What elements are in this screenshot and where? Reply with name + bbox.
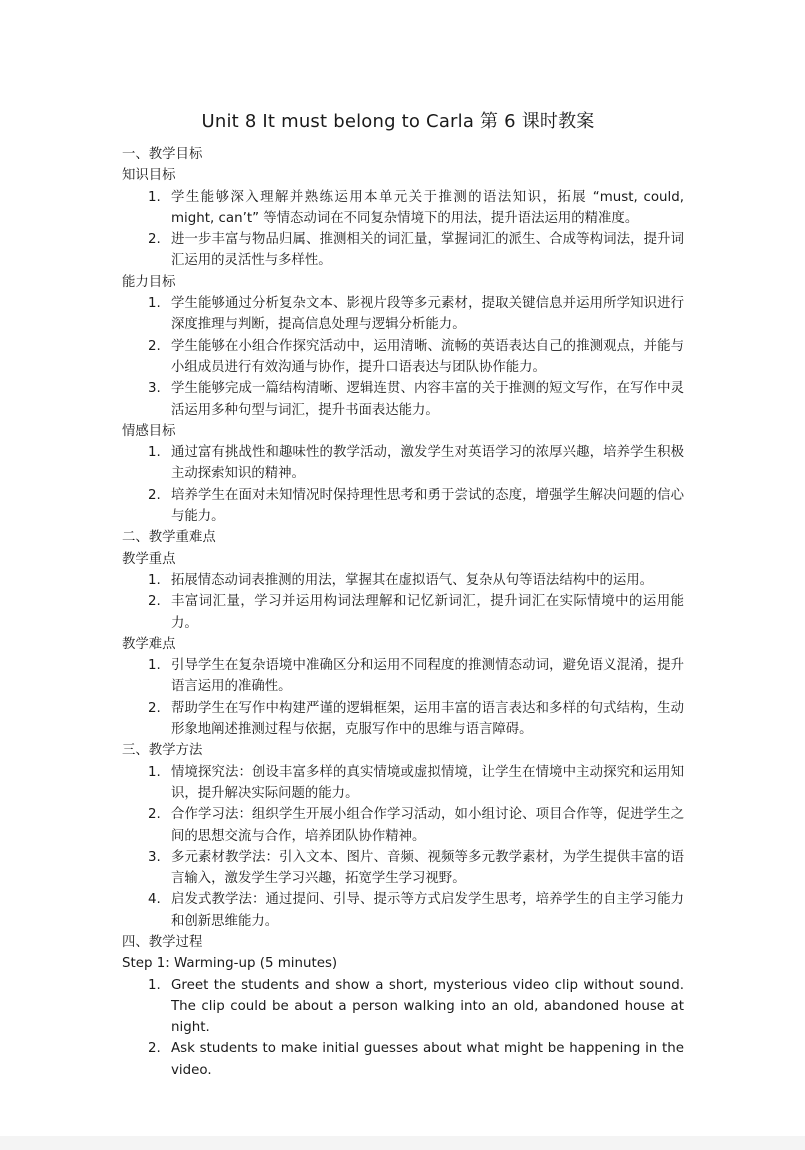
- list-item-number: 1.: [148, 572, 161, 588]
- subsection-heading: 知识目标: [122, 168, 176, 184]
- list-item-number: 2.: [148, 338, 161, 354]
- list-item-text: 多元素材教学法：引入文本、图片、音频、视频等多元教学素材，为学生提供丰富的语言输入，激发学生学习兴趣，拓宽学生学习视野。: [171, 849, 684, 887]
- list-item: [122, 293, 684, 336]
- list-item-number: 2.: [148, 594, 161, 610]
- list-item-text: 拓展情态动词表推测的用法，掌握其在虚拟语气、复杂从句等语法结构中的运用。: [171, 572, 654, 588]
- list-item-number: 1.: [148, 764, 161, 780]
- list-item: [122, 378, 684, 421]
- list-item: [122, 1038, 684, 1081]
- list-item-number: 1.: [148, 445, 161, 461]
- list-item-text: 进一步丰富与物品归属、推测相关的词汇量，掌握词汇的派生、合成等构词法，提升词汇运用的灵活性与多样性。: [171, 232, 684, 269]
- list-item: [122, 336, 684, 379]
- list-item-number: 2.: [148, 232, 161, 248]
- section-heading: 四、教学过程: [122, 934, 203, 950]
- list-item-text: 合作学习法：组织学生开展小组合作学习活动，如小组讨论、项目合作等，促进学生之间的思想交流与合作，培养团队协作精神。: [171, 807, 684, 844]
- document-body: [122, 108, 684, 1081]
- list-item: [122, 229, 684, 272]
- list-item-text: 情境探究法：创设丰富多样的真实情境或虚拟情境，让学生在情境中主动探究和运用知识，提升解决实际问题的能力。: [171, 764, 684, 801]
- numbered-list: [122, 570, 684, 634]
- list-item-text: 学生能够通过分析复杂文本、影视片段等多元素材，提取关键信息并运用所学知识进行深度推理与判断，提高信息处理与逻辑分析能力。: [171, 296, 684, 333]
- list-item: [122, 442, 684, 485]
- list-item-text: Greet the students and show a short, mysterious video clip without sound. The clip could be about a person walking into an old, abandoned house at night.: [171, 977, 684, 1036]
- list-item: [122, 187, 684, 230]
- list-item: [122, 698, 684, 741]
- list-item-number: 2.: [148, 807, 161, 823]
- list-item-text: 帮助学生在写作中构建严谨的逻辑框架，运用丰富的语言表达和多样的句式结构，生动形象地阐述推测过程与依据，克服写作中的思维与语言障碍。: [171, 700, 684, 738]
- list-item: [122, 762, 684, 805]
- list-item: [122, 975, 684, 1039]
- subsection-heading: 教学重点: [122, 551, 176, 567]
- list-item-number: 3.: [148, 381, 161, 397]
- list-item-text: 学生能够在小组合作探究活动中，运用清晰、流畅的英语表达自己的推测观点，并能与小组成员进行有效沟通与协作，提升口语表达与团队协作能力。: [171, 338, 684, 375]
- list-item-text: 培养学生在面对未知情况时保持理性思考和勇于尝试的态度，增强学生解决问题的信心与能力。: [171, 487, 684, 525]
- subsection-heading: 能力目标: [122, 274, 176, 290]
- list-item: [122, 804, 684, 847]
- list-item-number: 2.: [148, 700, 161, 716]
- list-item-number: 2.: [148, 1041, 161, 1057]
- list-item-number: 2.: [148, 487, 161, 503]
- list-item-text: 启发式教学法：通过提问、引导、提示等方式启发学生思考，培养学生的自主学习能力和创新思维能力。: [171, 892, 684, 929]
- list-item: [122, 655, 684, 698]
- subsection-heading: 情感目标: [122, 423, 176, 439]
- list-item-text: 丰富词汇量，学习并运用构词法理解和记忆新词汇，提升词汇在实际情境中的运用能力。: [171, 594, 684, 631]
- list-item: [122, 889, 684, 932]
- numbered-list: [122, 975, 684, 1081]
- list-item-text: 引导学生在复杂语境中准确区分和运用不同程度的推测情态动词，避免语义混淆，提升语言运用的准确性。: [171, 658, 684, 695]
- page-title: Unit 8 It must belong to Carla 第 6 课时教案: [201, 111, 595, 132]
- list-item-number: 1.: [148, 189, 161, 205]
- list-item-text: 学生能够深入理解并熟练运用本单元关于推测的语法知识，拓展 “must, could, might, can’t” 等情态动词在不同复杂情境下的用法，提升语法运用的精准度。: [171, 189, 684, 226]
- list-item: [122, 570, 684, 591]
- subsection-heading: Step 1: Warming-up (5 minutes): [122, 956, 338, 972]
- document-sections: [122, 144, 684, 1081]
- numbered-list: [122, 655, 684, 740]
- subsection-heading: 教学难点: [122, 636, 176, 652]
- numbered-list: [122, 762, 684, 932]
- list-item-number: 3.: [148, 849, 161, 865]
- section-heading: 三、教学方法: [122, 743, 203, 759]
- list-item-text: 学生能够完成一篇结构清晰、逻辑连贯、内容丰富的关于推测的短文写作，在写作中灵活运用多种句型与词汇，提升书面表达能力。: [171, 381, 684, 418]
- list-item: [122, 485, 684, 528]
- list-item: [122, 847, 684, 890]
- list-item-text: 通过富有挑战性和趣味性的教学活动，激发学生对英语学习的浓厚兴趣，培养学生积极主动探索知识的精神。: [171, 445, 684, 482]
- list-item-number: 1.: [148, 296, 161, 312]
- section-heading: 二、教学重难点: [122, 530, 216, 546]
- list-item-text: Ask students to make initial guesses about what might be happening in the video.: [171, 1041, 684, 1078]
- numbered-list: [122, 187, 684, 272]
- list-item: [122, 591, 684, 634]
- numbered-list: [122, 442, 684, 527]
- numbered-list: [122, 293, 684, 421]
- section-heading: 一、教学目标: [122, 147, 203, 162]
- list-item-number: 1.: [148, 977, 161, 993]
- list-item-number: 1.: [148, 658, 161, 674]
- list-item-number: 4.: [148, 892, 161, 908]
